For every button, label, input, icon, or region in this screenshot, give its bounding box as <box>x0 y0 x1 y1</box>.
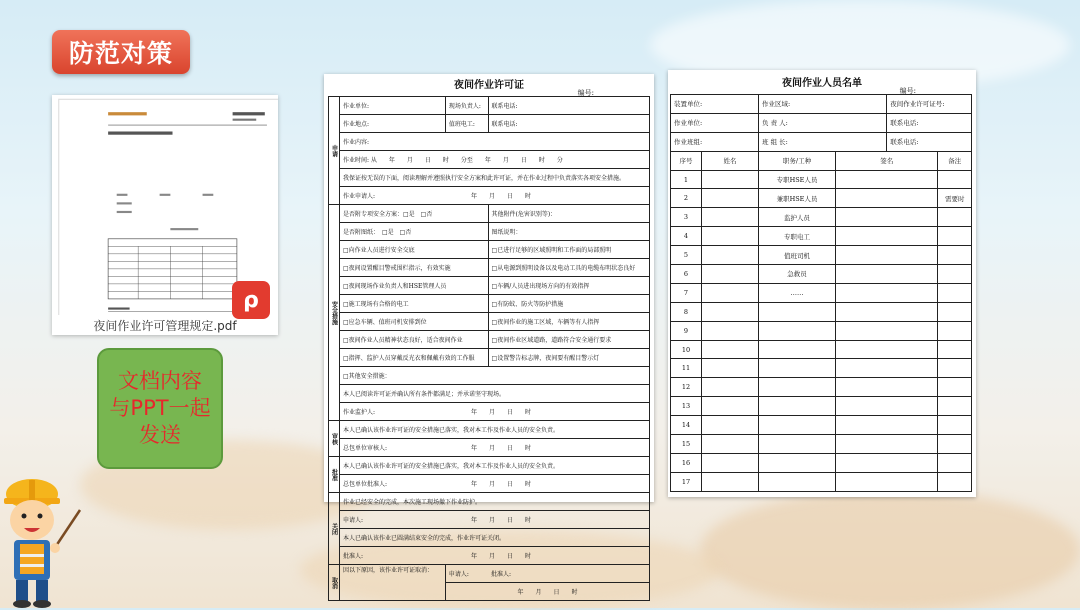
row-role: 急救员 <box>759 265 836 284</box>
row-name <box>702 189 759 208</box>
row-number: 16 <box>671 453 702 472</box>
row-role <box>759 321 836 340</box>
row-role: 值班司机 <box>759 246 836 265</box>
row-role: 专职电工 <box>759 227 836 246</box>
measure-item: 其他附件(危害识别等)： <box>488 205 649 223</box>
row-number: 1 <box>671 170 702 189</box>
measure-item: 本人已阅读许可证并确认所有条件都满足；并承诺坚守现场。 <box>340 385 650 403</box>
row-name <box>702 302 759 321</box>
row-note <box>938 283 972 302</box>
row-note <box>938 208 972 227</box>
cancel-approver: 批准人: <box>488 565 649 583</box>
row-number: 11 <box>671 359 702 378</box>
row-name <box>702 170 759 189</box>
row-role: …… <box>759 283 836 302</box>
row-signature <box>836 472 938 491</box>
roster-row <box>671 170 972 189</box>
field-phone: 联系电话: <box>488 97 649 115</box>
row-note <box>938 265 972 284</box>
roster-header-field: 夜间作业许可证号: <box>887 95 972 114</box>
row-signature <box>836 416 938 435</box>
row-number: 13 <box>671 397 702 416</box>
cancel-text: 因以下原因，该作业许可证取消： <box>340 565 446 601</box>
row-role: 监护人员 <box>759 208 836 227</box>
measure-item: 是否附图纸： □是 □否 <box>340 223 489 241</box>
row-note <box>938 246 972 265</box>
row-signature <box>836 453 938 472</box>
roster-row <box>671 435 972 454</box>
row-role <box>759 340 836 359</box>
row-signature <box>836 340 938 359</box>
row-name <box>702 416 759 435</box>
measure-item: 是否附专项安全方案：□是 □否 <box>340 205 489 223</box>
cancel-date: 年 月 日 时 <box>445 583 649 601</box>
row-note <box>938 170 972 189</box>
note-box: 文档内容与PPT一起发送 <box>97 348 223 469</box>
row-name <box>702 397 759 416</box>
row-role <box>759 359 836 378</box>
measure-item: □施工现场有合格的电工 <box>340 295 489 313</box>
roster-row <box>671 340 972 359</box>
row-signature <box>836 321 938 340</box>
permit-title: 夜间作业许可证 <box>454 80 524 91</box>
roster-row <box>671 246 972 265</box>
field-time: 作业时间: 从 年 月 日 时 分至 年 月 日 时 分 <box>340 151 650 169</box>
measure-item: □夜间作业的施工区域，车辆等有人指挥 <box>488 313 649 331</box>
roster-row <box>671 283 972 302</box>
measure-item: □设置警告标志牌，夜间要有醒目警示灯 <box>488 349 649 367</box>
approve-text: 本人已确认该作业许可证的安全措施已落实，我对本工作及作业人员的安全负责。 <box>340 457 650 475</box>
roster-header-field: 班 组 长: <box>759 132 887 151</box>
roster-row <box>671 378 972 397</box>
permit-number-label: 编号: <box>577 89 594 97</box>
review-text: 本人已确认该作业许可证的安全措施已落实，我对本工作及作业人员的安全负责。 <box>340 421 650 439</box>
roster-row <box>671 321 972 340</box>
row-number: 3 <box>671 208 702 227</box>
row-name <box>702 378 759 397</box>
row-signature <box>836 208 938 227</box>
roster-header-field: 装置单位: <box>671 95 759 114</box>
roster-row <box>671 302 972 321</box>
row-name <box>702 472 759 491</box>
cloud-decoration <box>700 490 1080 610</box>
row-signature <box>836 265 938 284</box>
slide-title: 防范对策 <box>52 30 190 74</box>
roster-row <box>671 397 972 416</box>
roster-header-field: 作业单位: <box>671 113 759 132</box>
pdf-app-icon: ρ <box>232 281 270 319</box>
permit-table <box>328 96 650 601</box>
row-number: 5 <box>671 246 702 265</box>
roster-header-field: 作业班组: <box>671 132 759 151</box>
row-note <box>938 397 972 416</box>
row-note <box>938 378 972 397</box>
close-text: 作业已经安全的完成，本次施工现场撤下作业防护。 <box>340 493 650 511</box>
cancel-applicant: 申请人: <box>445 565 488 583</box>
row-note <box>938 321 972 340</box>
measure-item: □向作业人员进行安全交底 <box>340 241 489 259</box>
roster-row <box>671 416 972 435</box>
row-signature <box>836 246 938 265</box>
roster-row <box>671 359 972 378</box>
row-number: 17 <box>671 472 702 491</box>
row-role <box>759 302 836 321</box>
row-role: 专职HSE人员 <box>759 170 836 189</box>
roster-title: 夜间作业人员名单 <box>782 78 862 89</box>
row-name <box>702 208 759 227</box>
field-content: 作业内容: <box>340 133 650 151</box>
column-header: 签名 <box>836 151 938 170</box>
row-number: 4 <box>671 227 702 246</box>
row-role <box>759 416 836 435</box>
row-note: 需要时 <box>938 189 972 208</box>
row-note <box>938 472 972 491</box>
row-name <box>702 340 759 359</box>
row-signature <box>836 435 938 454</box>
row-signature <box>836 397 938 416</box>
guardian-sign: 作业监护人: 年 月 日 时 <box>340 403 650 421</box>
roster-row <box>671 265 972 284</box>
row-number: 6 <box>671 265 702 284</box>
column-header: 职务/工种 <box>759 151 836 170</box>
row-signature <box>836 283 938 302</box>
statement-text: 我保证按无误的下面，阅读理解并遵照执行安全方案和此许可证，并在作业过程中负责落实各项安全措施。 <box>340 169 650 187</box>
roster-row <box>671 227 972 246</box>
row-name <box>702 227 759 246</box>
row-note <box>938 359 972 378</box>
row-name <box>702 321 759 340</box>
pdf-attachment[interactable] <box>52 95 278 335</box>
section-close: 关闭 <box>329 493 340 565</box>
field-location: 作业地点: <box>340 115 446 133</box>
row-role <box>759 453 836 472</box>
row-note <box>938 302 972 321</box>
roster-row <box>671 472 972 491</box>
row-note <box>938 227 972 246</box>
measure-item: □应急车辆、值班司机安排到位 <box>340 313 489 331</box>
row-name <box>702 265 759 284</box>
row-signature <box>836 170 938 189</box>
roster-header-field: 联系电话: <box>887 113 972 132</box>
work-permit-document <box>324 74 654 596</box>
row-note <box>938 435 972 454</box>
row-role <box>759 397 836 416</box>
pdf-filename[interactable]: 夜间作业许可管理规定.pdf <box>93 319 237 333</box>
roster-row <box>671 453 972 472</box>
row-role <box>759 378 836 397</box>
field-electrician: 值班电工: <box>445 115 488 133</box>
section-measures: 安全措施 <box>329 205 340 421</box>
worker-illustration <box>0 476 84 608</box>
roster-row <box>671 189 972 208</box>
measure-item: □已进行足够的区域照明和工作面的局部照明 <box>488 241 649 259</box>
row-name <box>702 246 759 265</box>
roster-number-label: 编号: <box>899 87 916 95</box>
measure-item: □夜间现场作业负责人和HSE管理人员 <box>340 277 489 295</box>
row-note <box>938 340 972 359</box>
field-site-lead: 现场负责人: <box>445 97 488 115</box>
row-role <box>759 435 836 454</box>
row-signature <box>836 189 938 208</box>
measure-item: □指挥、监护人员穿戴反光衣和佩戴有效的工作服 <box>340 349 489 367</box>
row-role <box>759 472 836 491</box>
row-name <box>702 435 759 454</box>
row-number: 8 <box>671 302 702 321</box>
field-unit: 作业单位: <box>340 97 446 115</box>
roster-header-field: 联系电话: <box>887 132 972 151</box>
row-signature <box>836 359 938 378</box>
measure-item: 图纸说明： <box>488 223 649 241</box>
section-review: 审核 <box>329 421 340 457</box>
row-number: 14 <box>671 416 702 435</box>
measure-item: □有防蚊、防火等防护措施 <box>488 295 649 313</box>
section-cancel: 取消 <box>329 565 340 601</box>
roster-row <box>671 208 972 227</box>
row-name <box>702 359 759 378</box>
measure-item: □其他安全措施： <box>340 367 650 385</box>
row-number: 7 <box>671 283 702 302</box>
row-number: 2 <box>671 189 702 208</box>
row-signature <box>836 302 938 321</box>
column-header: 序号 <box>671 151 702 170</box>
section-approve: 批准 <box>329 457 340 493</box>
close-sign: 批准人: 年 月 日 时 <box>340 547 650 565</box>
measure-item: □夜间作业人员精神状态良好，适合夜间作业 <box>340 331 489 349</box>
roster-table <box>670 94 972 492</box>
roster-header-field: 作业区域: <box>759 95 887 114</box>
row-name <box>702 283 759 302</box>
close-text: 本人已确认该作业已圆满结束安全的完成，作业许可证关闭。 <box>340 529 650 547</box>
measure-item: □从电源到照明设备以及电动工具的电缆布明状态良好 <box>488 259 649 277</box>
row-note <box>938 416 972 435</box>
field-phone: 联系电话: <box>488 115 649 133</box>
approve-sign: 总包单位批准人: 年 月 日 时 <box>340 475 650 493</box>
row-name <box>702 453 759 472</box>
column-header: 姓名 <box>702 151 759 170</box>
measure-item: □夜间设置醒目警戒围栏指示，有效实施 <box>340 259 489 277</box>
worker-roster-document <box>668 70 976 497</box>
measure-item: □车辆/人员进出现场方向的有效指挥 <box>488 277 649 295</box>
column-header: 备注 <box>938 151 972 170</box>
row-role: 兼职HSE人员 <box>759 189 836 208</box>
row-number: 10 <box>671 340 702 359</box>
row-number: 12 <box>671 378 702 397</box>
applicant-sign: 作业申请人: 年 月 日 时 <box>340 187 650 205</box>
roster-header-field: 负 责 人: <box>759 113 887 132</box>
row-note <box>938 453 972 472</box>
row-number: 9 <box>671 321 702 340</box>
row-number: 15 <box>671 435 702 454</box>
close-sign: 申请人: 年 月 日 时 <box>340 511 650 529</box>
measure-item: □夜间作业区域道路，道路符合安全通行要求 <box>488 331 649 349</box>
review-sign: 总包单位审核人: 年 月 日 时 <box>340 439 650 457</box>
row-signature <box>836 378 938 397</box>
row-signature <box>836 227 938 246</box>
section-apply: 申请 <box>329 97 340 205</box>
